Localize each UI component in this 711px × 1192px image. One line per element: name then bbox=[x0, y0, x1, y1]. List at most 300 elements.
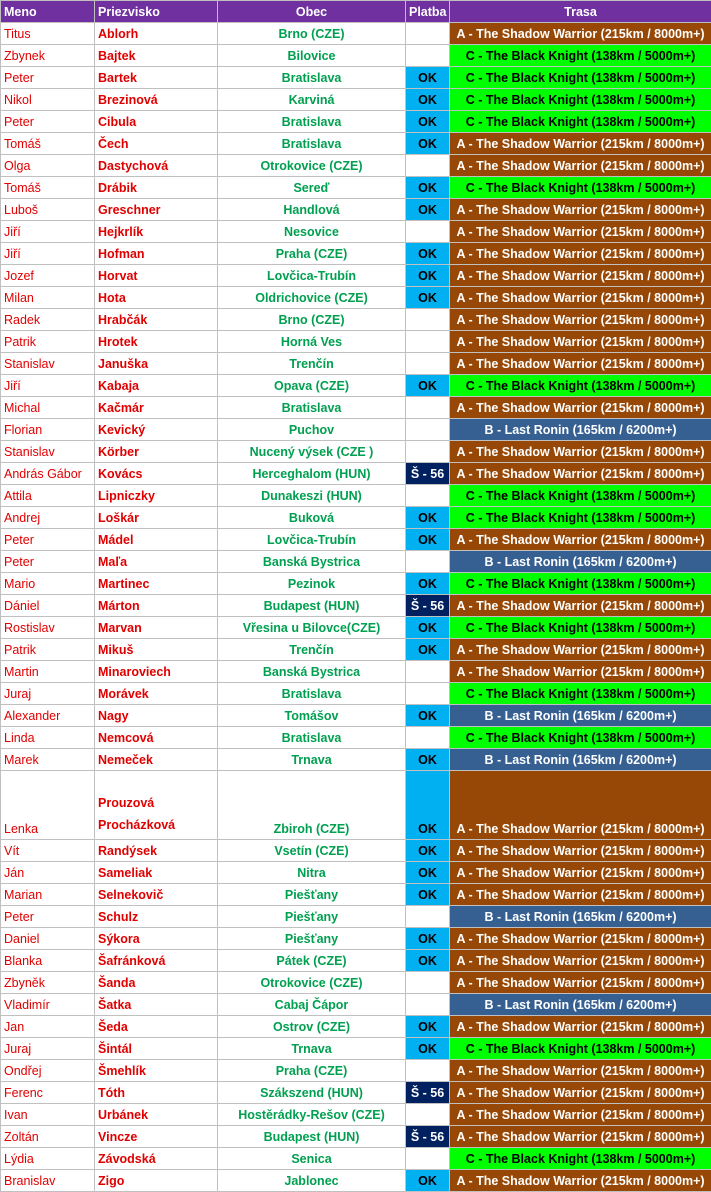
cell-trasa[interactable]: A - The Shadow Warrior (215km / 8000m+) bbox=[450, 309, 711, 331]
cell-trasa[interactable]: A - The Shadow Warrior (215km / 8000m+) bbox=[450, 331, 711, 353]
cell-platba[interactable]: OK bbox=[406, 111, 450, 133]
cell-obec[interactable]: Budapest (HUN) bbox=[218, 1126, 406, 1148]
cell-platba[interactable] bbox=[406, 551, 450, 573]
cell-trasa[interactable]: B - Last Ronin (165km / 6200m+) bbox=[450, 705, 711, 727]
header-obec[interactable]: Obec bbox=[218, 1, 406, 23]
cell-priezvisko[interactable]: Hota bbox=[95, 287, 218, 309]
cell-platba[interactable]: OK bbox=[406, 177, 450, 199]
cell-platba[interactable]: OK bbox=[406, 507, 450, 529]
cell-obec[interactable]: Nitra bbox=[218, 862, 406, 884]
cell-meno[interactable]: Radek bbox=[1, 309, 95, 331]
cell-obec[interactable]: Trenčín bbox=[218, 639, 406, 661]
cell-obec[interactable]: Vsetín (CZE) bbox=[218, 840, 406, 862]
cell-trasa[interactable]: C - The Black Knight (138km / 5000m+) bbox=[450, 573, 711, 595]
cell-trasa[interactable]: A - The Shadow Warrior (215km / 8000m+) bbox=[450, 265, 711, 287]
header-trasa[interactable]: Trasa bbox=[450, 1, 711, 23]
cell-platba[interactable] bbox=[406, 1060, 450, 1082]
cell-priezvisko[interactable]: Šafránková bbox=[95, 950, 218, 972]
cell-trasa[interactable]: A - The Shadow Warrior (215km / 8000m+) bbox=[450, 1082, 711, 1104]
header-priezvisko[interactable]: Priezvisko bbox=[95, 1, 218, 23]
cell-obec[interactable]: Trnava bbox=[218, 1038, 406, 1060]
table-row[interactable] bbox=[1, 507, 711, 529]
cell-platba[interactable] bbox=[406, 23, 450, 45]
table-row[interactable] bbox=[1, 419, 711, 441]
cell-meno[interactable]: Linda bbox=[1, 727, 95, 749]
table-row[interactable] bbox=[1, 67, 711, 89]
cell-obec[interactable]: Otrokovice (CZE) bbox=[218, 155, 406, 177]
cell-trasa[interactable]: A - The Shadow Warrior (215km / 8000m+) bbox=[450, 1170, 711, 1192]
cell-trasa[interactable]: B - Last Ronin (165km / 6200m+) bbox=[450, 551, 711, 573]
cell-priezvisko[interactable]: Hrabčák bbox=[95, 309, 218, 331]
cell-meno[interactable]: Ondřej bbox=[1, 1060, 95, 1082]
cell-trasa[interactable]: A - The Shadow Warrior (215km / 8000m+) bbox=[450, 771, 711, 840]
cell-platba[interactable]: OK bbox=[406, 1038, 450, 1060]
table-row[interactable] bbox=[1, 89, 711, 111]
cell-platba[interactable]: OK bbox=[406, 67, 450, 89]
table-row[interactable] bbox=[1, 265, 711, 287]
cell-platba[interactable]: OK bbox=[406, 862, 450, 884]
cell-meno[interactable]: Tomáš bbox=[1, 177, 95, 199]
cell-trasa[interactable]: A - The Shadow Warrior (215km / 8000m+) bbox=[450, 463, 711, 485]
cell-obec[interactable]: Banská Bystrica bbox=[218, 551, 406, 573]
table-row[interactable] bbox=[1, 950, 711, 972]
table-row[interactable] bbox=[1, 485, 711, 507]
table-row[interactable] bbox=[1, 111, 711, 133]
cell-trasa[interactable]: A - The Shadow Warrior (215km / 8000m+) bbox=[450, 221, 711, 243]
cell-platba[interactable] bbox=[406, 397, 450, 419]
table-row[interactable] bbox=[1, 749, 711, 771]
cell-platba[interactable]: OK bbox=[406, 199, 450, 221]
cell-obec[interactable]: Tomášov bbox=[218, 705, 406, 727]
cell-platba[interactable]: Š - 56 bbox=[406, 595, 450, 617]
cell-platba[interactable]: Š - 56 bbox=[406, 1126, 450, 1148]
cell-meno[interactable]: Attila bbox=[1, 485, 95, 507]
cell-priezvisko[interactable]: Šanda bbox=[95, 972, 218, 994]
table-row[interactable] bbox=[1, 529, 711, 551]
cell-meno[interactable]: Jozef bbox=[1, 265, 95, 287]
table-row[interactable] bbox=[1, 375, 711, 397]
table-row[interactable] bbox=[1, 862, 711, 884]
cell-obec[interactable]: Jablonec bbox=[218, 1170, 406, 1192]
cell-priezvisko[interactable]: Kovács bbox=[95, 463, 218, 485]
table-row[interactable] bbox=[1, 1060, 711, 1082]
cell-trasa[interactable]: C - The Black Knight (138km / 5000m+) bbox=[450, 67, 711, 89]
cell-meno[interactable]: Blanka bbox=[1, 950, 95, 972]
cell-priezvisko[interactable]: Vincze bbox=[95, 1126, 218, 1148]
cell-priezvisko[interactable]: Márton bbox=[95, 595, 218, 617]
cell-platba[interactable] bbox=[406, 1148, 450, 1170]
table-row[interactable] bbox=[1, 45, 711, 67]
cell-meno[interactable]: Peter bbox=[1, 529, 95, 551]
cell-platba[interactable]: OK bbox=[406, 771, 450, 840]
cell-meno[interactable]: Jiří bbox=[1, 375, 95, 397]
cell-obec[interactable]: Zbiroh (CZE) bbox=[218, 771, 406, 840]
cell-platba[interactable] bbox=[406, 683, 450, 705]
cell-obec[interactable]: Hostěrádky-Rešov (CZE) bbox=[218, 1104, 406, 1126]
table-row[interactable] bbox=[1, 199, 711, 221]
cell-platba[interactable]: OK bbox=[406, 950, 450, 972]
cell-meno[interactable]: Ján bbox=[1, 862, 95, 884]
table-row[interactable] bbox=[1, 1082, 711, 1104]
cell-priezvisko[interactable]: Körber bbox=[95, 441, 218, 463]
cell-trasa[interactable]: B - Last Ronin (165km / 6200m+) bbox=[450, 994, 711, 1016]
cell-obec[interactable]: Trnava bbox=[218, 749, 406, 771]
table-row[interactable] bbox=[1, 309, 711, 331]
cell-priezvisko[interactable]: Sameliak bbox=[95, 862, 218, 884]
cell-obec[interactable]: Bratislava bbox=[218, 683, 406, 705]
table-row[interactable] bbox=[1, 639, 711, 661]
table-row[interactable] bbox=[1, 573, 711, 595]
table-row[interactable] bbox=[1, 683, 711, 705]
cell-obec[interactable]: Praha (CZE) bbox=[218, 1060, 406, 1082]
cell-obec[interactable]: Bratislava bbox=[218, 111, 406, 133]
cell-obec[interactable]: Nesovice bbox=[218, 221, 406, 243]
table-row[interactable] bbox=[1, 972, 711, 994]
header-meno[interactable]: Meno bbox=[1, 1, 95, 23]
cell-trasa[interactable]: A - The Shadow Warrior (215km / 8000m+) bbox=[450, 661, 711, 683]
cell-meno[interactable]: Jiří bbox=[1, 221, 95, 243]
cell-meno[interactable]: Zbynek bbox=[1, 45, 95, 67]
table-row[interactable] bbox=[1, 397, 711, 419]
cell-obec[interactable]: Cabaj Čápor bbox=[218, 994, 406, 1016]
cell-trasa[interactable]: B - Last Ronin (165km / 6200m+) bbox=[450, 419, 711, 441]
table-row[interactable] bbox=[1, 617, 711, 639]
cell-obec[interactable]: Dunakeszi (HUN) bbox=[218, 485, 406, 507]
cell-meno[interactable]: Lenka bbox=[1, 771, 95, 840]
cell-obec[interactable]: Brno (CZE) bbox=[218, 309, 406, 331]
cell-obec[interactable]: Bilovice bbox=[218, 45, 406, 67]
cell-priezvisko[interactable]: Brezinová bbox=[95, 89, 218, 111]
cell-obec[interactable]: Senica bbox=[218, 1148, 406, 1170]
cell-platba[interactable] bbox=[406, 419, 450, 441]
cell-meno[interactable]: Olga bbox=[1, 155, 95, 177]
cell-meno[interactable]: Tomáš bbox=[1, 133, 95, 155]
cell-meno[interactable]: Peter bbox=[1, 551, 95, 573]
cell-platba[interactable] bbox=[406, 221, 450, 243]
cell-trasa[interactable]: A - The Shadow Warrior (215km / 8000m+) bbox=[450, 199, 711, 221]
table-row[interactable] bbox=[1, 1016, 711, 1038]
cell-platba[interactable] bbox=[406, 155, 450, 177]
cell-priezvisko[interactable]: Kabaja bbox=[95, 375, 218, 397]
cell-trasa[interactable]: A - The Shadow Warrior (215km / 8000m+) bbox=[450, 1104, 711, 1126]
cell-obec[interactable]: Banská Bystrica bbox=[218, 661, 406, 683]
cell-platba[interactable] bbox=[406, 353, 450, 375]
cell-trasa[interactable]: A - The Shadow Warrior (215km / 8000m+) bbox=[450, 287, 711, 309]
cell-meno[interactable]: Stanislav bbox=[1, 441, 95, 463]
cell-obec[interactable]: Lovčica-Trubín bbox=[218, 265, 406, 287]
cell-priezvisko[interactable]: Hofman bbox=[95, 243, 218, 265]
table-row[interactable] bbox=[1, 994, 711, 1016]
cell-meno[interactable]: Patrik bbox=[1, 331, 95, 353]
cell-obec[interactable]: Sereď bbox=[218, 177, 406, 199]
cell-priezvisko[interactable]: Kevický bbox=[95, 419, 218, 441]
cell-platba[interactable] bbox=[406, 441, 450, 463]
cell-platba[interactable]: OK bbox=[406, 705, 450, 727]
cell-priezvisko[interactable]: Selnekovič bbox=[95, 884, 218, 906]
cell-priezvisko[interactable]: Nemeček bbox=[95, 749, 218, 771]
cell-priezvisko[interactable]: Dastychová bbox=[95, 155, 218, 177]
cell-obec[interactable]: Bratislava bbox=[218, 133, 406, 155]
cell-meno[interactable]: Rostislav bbox=[1, 617, 95, 639]
table-row[interactable] bbox=[1, 906, 711, 928]
cell-obec[interactable]: Piešťany bbox=[218, 884, 406, 906]
table-row[interactable] bbox=[1, 771, 711, 840]
cell-obec[interactable]: Budapest (HUN) bbox=[218, 595, 406, 617]
cell-obec[interactable]: Piešťany bbox=[218, 928, 406, 950]
table-row[interactable] bbox=[1, 928, 711, 950]
cell-platba[interactable] bbox=[406, 309, 450, 331]
cell-trasa[interactable]: A - The Shadow Warrior (215km / 8000m+) bbox=[450, 243, 711, 265]
cell-meno[interactable]: Andrej bbox=[1, 507, 95, 529]
cell-meno[interactable]: Ferenc bbox=[1, 1082, 95, 1104]
cell-priezvisko[interactable]: Minaroviech bbox=[95, 661, 218, 683]
cell-trasa[interactable]: A - The Shadow Warrior (215km / 8000m+) bbox=[450, 133, 711, 155]
cell-platba[interactable] bbox=[406, 906, 450, 928]
cell-platba[interactable]: OK bbox=[406, 884, 450, 906]
cell-obec[interactable]: Herceghalom (HUN) bbox=[218, 463, 406, 485]
table-row[interactable] bbox=[1, 840, 711, 862]
cell-meno[interactable]: Vít bbox=[1, 840, 95, 862]
cell-trasa[interactable]: A - The Shadow Warrior (215km / 8000m+) bbox=[450, 23, 711, 45]
table-row[interactable] bbox=[1, 331, 711, 353]
cell-platba[interactable]: Š - 56 bbox=[406, 1082, 450, 1104]
table-row[interactable] bbox=[1, 1104, 711, 1126]
cell-obec[interactable]: Pátek (CZE) bbox=[218, 950, 406, 972]
cell-priezvisko[interactable]: Randýsek bbox=[95, 840, 218, 862]
cell-meno[interactable]: Martin bbox=[1, 661, 95, 683]
table-row[interactable] bbox=[1, 441, 711, 463]
cell-platba[interactable] bbox=[406, 1104, 450, 1126]
cell-meno[interactable]: Luboš bbox=[1, 199, 95, 221]
cell-priezvisko[interactable]: Hrotek bbox=[95, 331, 218, 353]
cell-platba[interactable]: OK bbox=[406, 529, 450, 551]
cell-trasa[interactable]: C - The Black Knight (138km / 5000m+) bbox=[450, 617, 711, 639]
cell-priezvisko[interactable]: Závodská bbox=[95, 1148, 218, 1170]
cell-trasa[interactable]: A - The Shadow Warrior (215km / 8000m+) bbox=[450, 1126, 711, 1148]
cell-platba[interactable]: OK bbox=[406, 639, 450, 661]
cell-platba[interactable]: Š - 56 bbox=[406, 463, 450, 485]
cell-priezvisko[interactable]: Drábik bbox=[95, 177, 218, 199]
cell-platba[interactable]: OK bbox=[406, 89, 450, 111]
cell-meno[interactable]: Jiří bbox=[1, 243, 95, 265]
cell-trasa[interactable]: A - The Shadow Warrior (215km / 8000m+) bbox=[450, 639, 711, 661]
cell-trasa[interactable]: A - The Shadow Warrior (215km / 8000m+) bbox=[450, 840, 711, 862]
cell-trasa[interactable]: C - The Black Knight (138km / 5000m+) bbox=[450, 1038, 711, 1060]
cell-trasa[interactable]: C - The Black Knight (138km / 5000m+) bbox=[450, 45, 711, 67]
cell-meno[interactable]: Juraj bbox=[1, 1038, 95, 1060]
cell-platba[interactable] bbox=[406, 727, 450, 749]
cell-priezvisko[interactable]: Čech bbox=[95, 133, 218, 155]
table-row[interactable] bbox=[1, 884, 711, 906]
cell-platba[interactable]: OK bbox=[406, 133, 450, 155]
cell-obec[interactable]: Ostrov (CZE) bbox=[218, 1016, 406, 1038]
cell-obec[interactable]: Karviná bbox=[218, 89, 406, 111]
cell-priezvisko[interactable]: Greschner bbox=[95, 199, 218, 221]
cell-priezvisko[interactable]: Tóth bbox=[95, 1082, 218, 1104]
cell-meno[interactable]: Lýdia bbox=[1, 1148, 95, 1170]
cell-meno[interactable]: Titus bbox=[1, 23, 95, 45]
cell-trasa[interactable]: A - The Shadow Warrior (215km / 8000m+) bbox=[450, 1016, 711, 1038]
cell-platba[interactable]: OK bbox=[406, 1016, 450, 1038]
cell-obec[interactable]: Szákszend (HUN) bbox=[218, 1082, 406, 1104]
cell-platba[interactable] bbox=[406, 994, 450, 1016]
cell-trasa[interactable]: A - The Shadow Warrior (215km / 8000m+) bbox=[450, 353, 711, 375]
cell-obec[interactable]: Oldrichovice (CZE) bbox=[218, 287, 406, 309]
table-row[interactable] bbox=[1, 221, 711, 243]
cell-priezvisko[interactable]: Šmehlík bbox=[95, 1060, 218, 1082]
cell-priezvisko[interactable]: Loškár bbox=[95, 507, 218, 529]
cell-priezvisko[interactable]: Šintál bbox=[95, 1038, 218, 1060]
cell-priezvisko[interactable]: Urbánek bbox=[95, 1104, 218, 1126]
cell-trasa[interactable]: A - The Shadow Warrior (215km / 8000m+) bbox=[450, 1060, 711, 1082]
cell-meno[interactable]: Stanislav bbox=[1, 353, 95, 375]
cell-obec[interactable]: Otrokovice (CZE) bbox=[218, 972, 406, 994]
cell-obec[interactable]: Bratislava bbox=[218, 397, 406, 419]
cell-platba[interactable]: OK bbox=[406, 749, 450, 771]
cell-platba[interactable]: OK bbox=[406, 928, 450, 950]
cell-meno[interactable]: Branislav bbox=[1, 1170, 95, 1192]
cell-meno[interactable]: Peter bbox=[1, 906, 95, 928]
cell-priezvisko[interactable]: Ablorh bbox=[95, 23, 218, 45]
cell-priezvisko[interactable]: Sýkora bbox=[95, 928, 218, 950]
table-row[interactable] bbox=[1, 1170, 711, 1192]
cell-trasa[interactable]: C - The Black Knight (138km / 5000m+) bbox=[450, 507, 711, 529]
cell-trasa[interactable]: A - The Shadow Warrior (215km / 8000m+) bbox=[450, 529, 711, 551]
table-row[interactable] bbox=[1, 155, 711, 177]
cell-platba[interactable]: OK bbox=[406, 265, 450, 287]
cell-priezvisko[interactable]: Cibula bbox=[95, 111, 218, 133]
cell-meno[interactable]: Marek bbox=[1, 749, 95, 771]
cell-trasa[interactable]: C - The Black Knight (138km / 5000m+) bbox=[450, 111, 711, 133]
cell-priezvisko[interactable]: Martinec bbox=[95, 573, 218, 595]
cell-meno[interactable]: Dániel bbox=[1, 595, 95, 617]
cell-meno[interactable]: András Gábor bbox=[1, 463, 95, 485]
cell-meno[interactable]: Vladimír bbox=[1, 994, 95, 1016]
cell-meno[interactable]: Marian bbox=[1, 884, 95, 906]
table-row[interactable] bbox=[1, 1148, 711, 1170]
cell-priezvisko[interactable]: Kačmár bbox=[95, 397, 218, 419]
cell-priezvisko[interactable]: Šatka bbox=[95, 994, 218, 1016]
table-row[interactable] bbox=[1, 1038, 711, 1060]
cell-priezvisko[interactable]: Morávek bbox=[95, 683, 218, 705]
cell-trasa[interactable]: A - The Shadow Warrior (215km / 8000m+) bbox=[450, 441, 711, 463]
table-row[interactable] bbox=[1, 661, 711, 683]
cell-obec[interactable]: Praha (CZE) bbox=[218, 243, 406, 265]
cell-platba[interactable] bbox=[406, 331, 450, 353]
cell-trasa[interactable]: C - The Black Knight (138km / 5000m+) bbox=[450, 375, 711, 397]
cell-obec[interactable]: Bratislava bbox=[218, 727, 406, 749]
cell-obec[interactable]: Puchov bbox=[218, 419, 406, 441]
cell-platba[interactable]: OK bbox=[406, 243, 450, 265]
cell-platba[interactable]: OK bbox=[406, 617, 450, 639]
cell-meno[interactable]: Mario bbox=[1, 573, 95, 595]
cell-priezvisko[interactable]: Horvat bbox=[95, 265, 218, 287]
cell-obec[interactable]: Opava (CZE) bbox=[218, 375, 406, 397]
table-row[interactable] bbox=[1, 463, 711, 485]
cell-trasa[interactable]: B - Last Ronin (165km / 6200m+) bbox=[450, 749, 711, 771]
cell-trasa[interactable]: C - The Black Knight (138km / 5000m+) bbox=[450, 727, 711, 749]
cell-meno[interactable]: Juraj bbox=[1, 683, 95, 705]
cell-meno[interactable]: Florian bbox=[1, 419, 95, 441]
cell-priezvisko[interactable]: Šeda bbox=[95, 1016, 218, 1038]
cell-priezvisko[interactable]: Bajtek bbox=[95, 45, 218, 67]
cell-trasa[interactable]: C - The Black Knight (138km / 5000m+) bbox=[450, 177, 711, 199]
header-platba[interactable]: Platba bbox=[406, 1, 450, 23]
table-row[interactable] bbox=[1, 133, 711, 155]
cell-platba[interactable] bbox=[406, 45, 450, 67]
cell-priezvisko[interactable]: Mádel bbox=[95, 529, 218, 551]
cell-platba[interactable]: OK bbox=[406, 573, 450, 595]
cell-trasa[interactable]: A - The Shadow Warrior (215km / 8000m+) bbox=[450, 397, 711, 419]
cell-platba[interactable]: OK bbox=[406, 375, 450, 397]
cell-meno[interactable]: Milan bbox=[1, 287, 95, 309]
cell-trasa[interactable]: A - The Shadow Warrior (215km / 8000m+) bbox=[450, 884, 711, 906]
cell-obec[interactable]: Trenčín bbox=[218, 353, 406, 375]
cell-platba[interactable] bbox=[406, 972, 450, 994]
cell-obec[interactable]: Bratislava bbox=[218, 67, 406, 89]
table-row[interactable] bbox=[1, 177, 711, 199]
cell-trasa[interactable]: A - The Shadow Warrior (215km / 8000m+) bbox=[450, 862, 711, 884]
cell-obec[interactable]: Nucený výsek (CZE ) bbox=[218, 441, 406, 463]
cell-meno[interactable]: Ivan bbox=[1, 1104, 95, 1126]
cell-meno[interactable]: Zoltán bbox=[1, 1126, 95, 1148]
table-row[interactable] bbox=[1, 23, 711, 45]
cell-priezvisko[interactable]: Bartek bbox=[95, 67, 218, 89]
cell-meno[interactable]: Jan bbox=[1, 1016, 95, 1038]
cell-priezvisko[interactable]: Marvan bbox=[95, 617, 218, 639]
cell-meno[interactable]: Alexander bbox=[1, 705, 95, 727]
cell-trasa[interactable]: A - The Shadow Warrior (215km / 8000m+) bbox=[450, 950, 711, 972]
cell-obec[interactable]: Lovčica-Trubín bbox=[218, 529, 406, 551]
cell-platba[interactable]: OK bbox=[406, 840, 450, 862]
cell-trasa[interactable]: C - The Black Knight (138km / 5000m+) bbox=[450, 89, 711, 111]
cell-meno[interactable]: Peter bbox=[1, 111, 95, 133]
cell-trasa[interactable]: C - The Black Knight (138km / 5000m+) bbox=[450, 683, 711, 705]
cell-trasa[interactable]: A - The Shadow Warrior (215km / 8000m+) bbox=[450, 595, 711, 617]
cell-meno[interactable]: Nikol bbox=[1, 89, 95, 111]
table-row[interactable] bbox=[1, 705, 711, 727]
cell-platba[interactable]: OK bbox=[406, 1170, 450, 1192]
cell-priezvisko[interactable]: Nemcová bbox=[95, 727, 218, 749]
table-row[interactable] bbox=[1, 1126, 711, 1148]
cell-obec[interactable]: Handlová bbox=[218, 199, 406, 221]
cell-trasa[interactable]: A - The Shadow Warrior (215km / 8000m+) bbox=[450, 928, 711, 950]
cell-platba[interactable] bbox=[406, 485, 450, 507]
cell-obec[interactable]: Buková bbox=[218, 507, 406, 529]
cell-meno[interactable]: Michal bbox=[1, 397, 95, 419]
table-row[interactable] bbox=[1, 727, 711, 749]
cell-trasa[interactable]: A - The Shadow Warrior (215km / 8000m+) bbox=[450, 155, 711, 177]
table-row[interactable] bbox=[1, 287, 711, 309]
cell-platba[interactable] bbox=[406, 661, 450, 683]
table-row[interactable] bbox=[1, 595, 711, 617]
cell-priezvisko[interactable]: Mikuš bbox=[95, 639, 218, 661]
cell-priezvisko[interactable]: Schulz bbox=[95, 906, 218, 928]
cell-trasa[interactable]: A - The Shadow Warrior (215km / 8000m+) bbox=[450, 972, 711, 994]
cell-priezvisko[interactable]: Prouzová Procházková bbox=[95, 771, 218, 840]
cell-trasa[interactable]: B - Last Ronin (165km / 6200m+) bbox=[450, 906, 711, 928]
cell-priezvisko[interactable]: Maľa bbox=[95, 551, 218, 573]
cell-obec[interactable]: Vřesina u Bilovce(CZE) bbox=[218, 617, 406, 639]
cell-meno[interactable]: Peter bbox=[1, 67, 95, 89]
cell-obec[interactable]: Piešťany bbox=[218, 906, 406, 928]
cell-meno[interactable]: Zbyněk bbox=[1, 972, 95, 994]
cell-meno[interactable]: Daniel bbox=[1, 928, 95, 950]
table-row[interactable] bbox=[1, 353, 711, 375]
cell-priezvisko[interactable]: Nagy bbox=[95, 705, 218, 727]
table-row[interactable] bbox=[1, 551, 711, 573]
cell-trasa[interactable]: C - The Black Knight (138km / 5000m+) bbox=[450, 485, 711, 507]
